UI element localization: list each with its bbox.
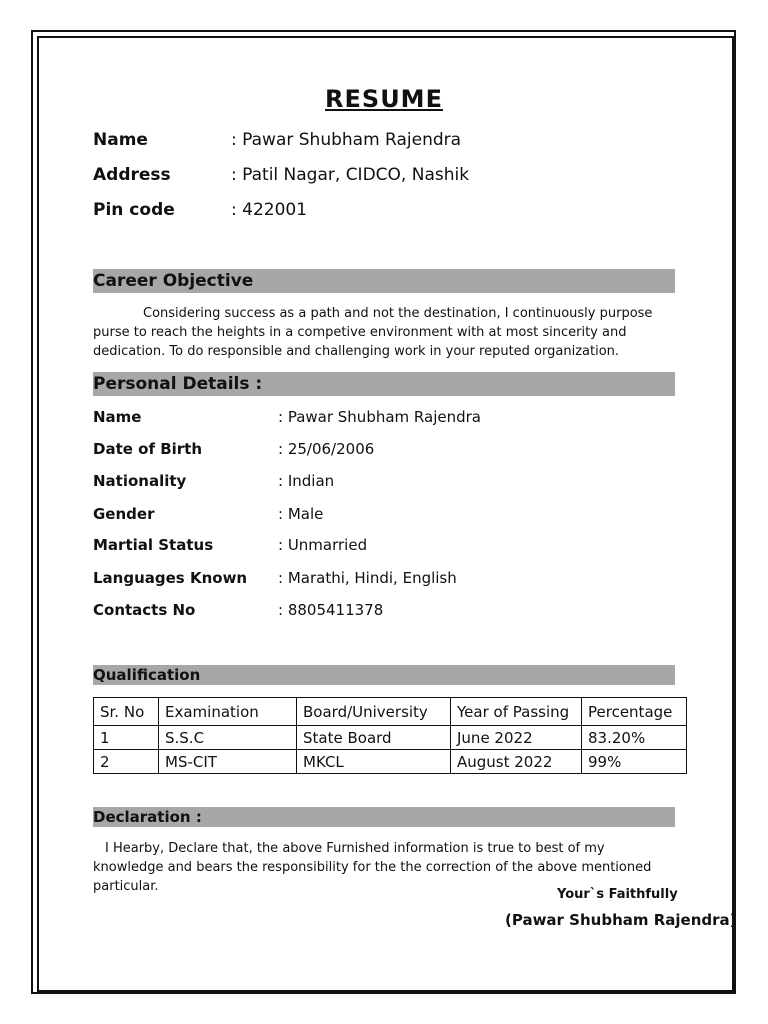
column-header: Year of Passing (451, 698, 582, 726)
section-personal-details: Personal Details : (93, 372, 675, 396)
table-cell: 99% (582, 750, 687, 774)
personal-label: Contacts No (93, 601, 196, 619)
table-row (94, 726, 687, 750)
personal-value: : Marathi, Hindi, English (278, 569, 457, 587)
section-career-objective: Career Objective (93, 269, 675, 293)
column-header: Examination (159, 698, 297, 726)
table-cell: MKCL (297, 750, 451, 774)
personal-label: Martial Status (93, 536, 214, 554)
table-cell: August 2022 (451, 750, 582, 774)
column-header: Sr. No (94, 698, 159, 726)
closing-text: Your`s Faithfully (557, 887, 678, 902)
table-cell: 2 (94, 750, 159, 774)
header-label: Name (93, 130, 148, 150)
header-label: Address (93, 165, 171, 185)
qualification-table (93, 697, 687, 774)
header-value: : Patil Nagar, CIDCO, Nashik (231, 165, 470, 185)
table-cell: 83.20% (582, 726, 687, 750)
personal-value: : Male (278, 505, 324, 523)
header-value: : Pawar Shubham Rajendra (231, 130, 462, 150)
personal-value: : Indian (278, 472, 335, 490)
resume-title: RESUME (325, 85, 443, 113)
signature-name: (Pawar Shubham Rajendra) (505, 911, 737, 929)
table-header-row (94, 698, 687, 726)
header-value: : 422001 (231, 200, 308, 220)
section-declaration: Declaration : (93, 807, 675, 827)
declaration-text: I Hearby, Declare that, the above Furnished information is true to best of my knowledge and bears the responsibility for the the correction of the above mentioned particular. (93, 841, 652, 894)
column-header: Percentage (582, 698, 687, 726)
table-cell: 1 (94, 726, 159, 750)
career-objective-text: Considering success as a path and not the destination, I continuously purpose purse to reach the heights in a competive environment with at most sincerity and dedication. To do responsible and challenging work in your reputed organization. (93, 306, 653, 359)
personal-label: Date of Birth (93, 440, 203, 458)
table-cell: June 2022 (451, 726, 582, 750)
personal-label: Name (93, 408, 142, 426)
personal-label: Languages Known (93, 569, 248, 587)
personal-value: : Pawar Shubham Rajendra (278, 408, 481, 426)
table-cell: State Board (297, 726, 451, 750)
table-cell: MS-CIT (159, 750, 297, 774)
personal-value: : 25/06/2006 (278, 440, 375, 458)
column-header: Board/University (297, 698, 451, 726)
table-row (94, 750, 687, 774)
personal-value: : Unmarried (278, 536, 368, 554)
personal-label: Nationality (93, 472, 187, 490)
table-cell: S.S.C (159, 726, 297, 750)
personal-value: : 8805411378 (278, 601, 384, 619)
header-label: Pin code (93, 200, 175, 220)
personal-label: Gender (93, 505, 155, 523)
section-qualification: Qualification (93, 665, 675, 685)
